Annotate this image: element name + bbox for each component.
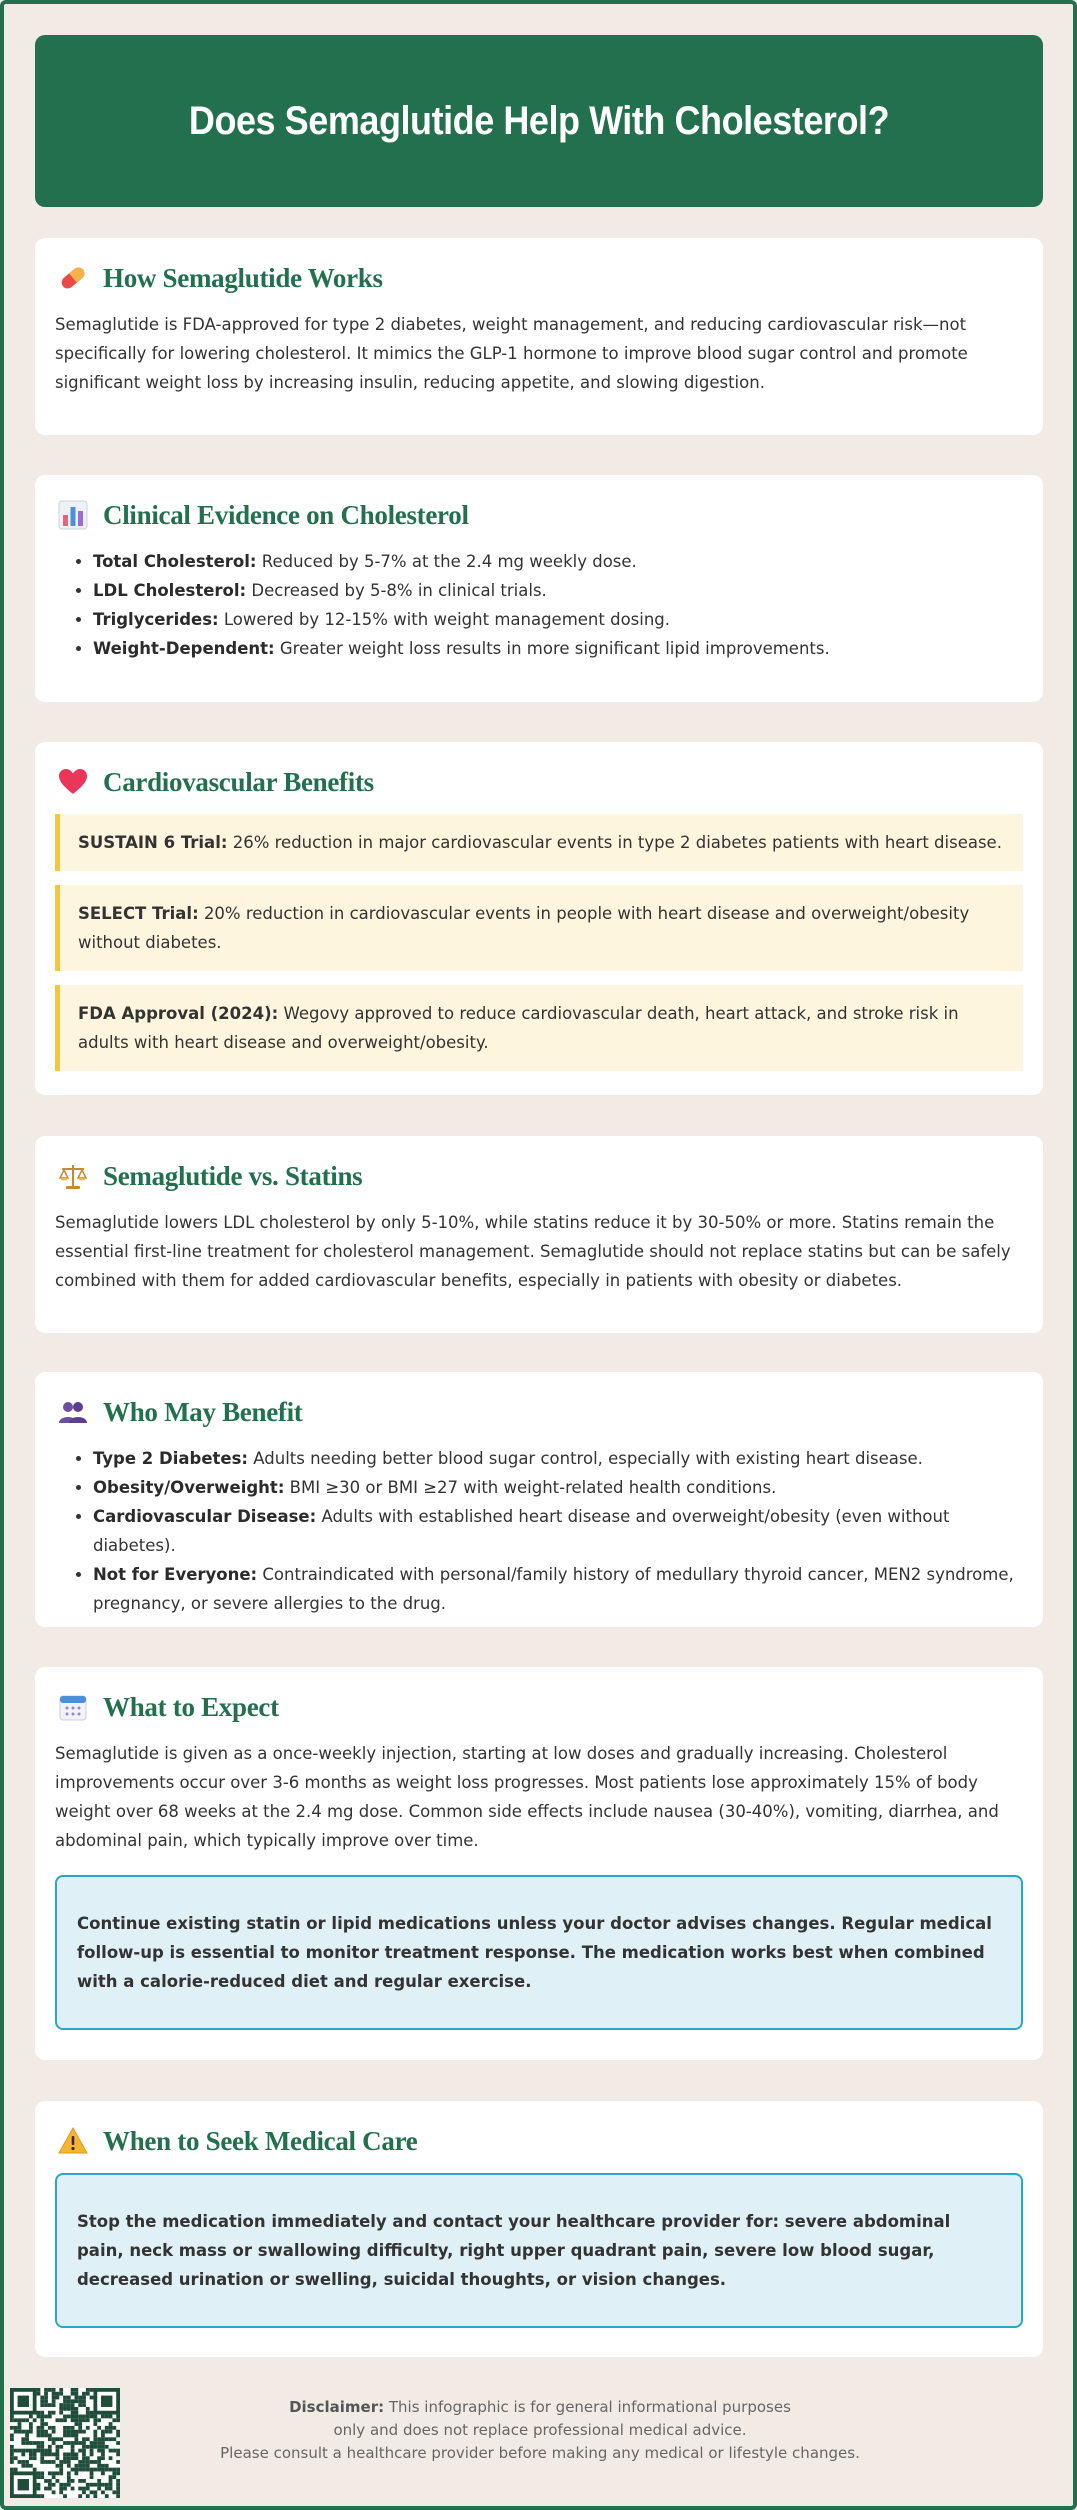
evidence-list bbox=[93, 547, 1023, 663]
calendar-icon bbox=[55, 1689, 91, 1725]
section-heading: What to Expect bbox=[103, 1691, 279, 1722]
section-heading: When to Seek Medical Care bbox=[103, 2125, 418, 2156]
card-what-to-expect bbox=[35, 1667, 1043, 2060]
list-item: • Cardiovascular Disease: Adults with established heart disease and overweight/obesity (even without diabetes). bbox=[93, 1502, 1023, 1560]
section-heading: Cardiovascular Benefits bbox=[103, 766, 374, 797]
pill-icon bbox=[55, 260, 91, 296]
warning-icon bbox=[55, 2123, 91, 2159]
list-item: • LDL Cholesterol: Decreased by 5-8% in clinical trials. bbox=[93, 576, 1023, 605]
list-item: • Weight-Dependent: Greater weight loss results in more significant lipid improvements. bbox=[93, 634, 1023, 663]
section-body: Semaglutide is FDA-approved for type 2 diabetes, weight management, and reducing cardiovascular risk—not specifically for lowering cholesterol. It mimics the GLP-1 hormone to improve blood sugar control and promote significant weight loss by increasing insulin, reducing appetite, and slowing digestion. bbox=[55, 315, 968, 392]
callout-fda-approval: FDA Approval (2024): Wegovy approved to reduce cardiovascular death, heart attack, and stroke risk in adults with heart disease and overweight/obesity. bbox=[55, 985, 1023, 1071]
title-banner bbox=[35, 35, 1043, 207]
section-heading: Who May Benefit bbox=[103, 1396, 303, 1427]
qr-code bbox=[10, 2388, 120, 2498]
balance-scale-icon bbox=[55, 1158, 91, 1194]
section-heading: Semaglutide vs. Statins bbox=[103, 1160, 363, 1191]
people-icon bbox=[55, 1394, 91, 1430]
bar-chart-icon bbox=[55, 497, 91, 533]
card-vs-statins bbox=[35, 1136, 1043, 1333]
list-item: • Type 2 Diabetes: Adults needing better blood sugar control, especially with existing heart disease. bbox=[93, 1444, 1023, 1473]
section-body: Semaglutide lowers LDL cholesterol by only 5-10%, while statins reduce it by 30-50% or more. Statins remain the essential first-line treatment for cholesterol management. Semaglutide should not replace statins but can be safely combined with them for added cardiovascular benefits, especially in patients with obesity or diabetes. bbox=[55, 1213, 1011, 1290]
card-clinical-evidence bbox=[35, 475, 1043, 702]
disclaimer: Disclaimer: This infographic is for general informational purposes only and does not replace professional medical advice. Please consult a healthcare provider before making any medical or lifestyle changes. bbox=[220, 2398, 860, 2462]
list-item: • Obesity/Overweight: BMI ≥30 or BMI ≥27 with weight-related health conditions. bbox=[93, 1473, 1023, 1502]
callout-sustain6: SUSTAIN 6 Trial: 26% reduction in major cardiovascular events in type 2 diabetes patients with heart disease. bbox=[55, 814, 1023, 871]
advice-note: Continue existing statin or lipid medications unless your doctor advises changes. Regular medical follow-up is essential to monitor treatment response. The medication works best when combined with a calorie-reduced diet and regular exercise. bbox=[55, 1875, 1023, 2030]
card-how-it-works bbox=[35, 238, 1043, 435]
warning-note: Stop the medication immediately and contact your healthcare provider for: severe abdominal pain, neck mass or swallowing difficulty, right upper quadrant pain, severe low blood sugar, decreased urination or swelling, suicidal thoughts, or vision changes. bbox=[55, 2173, 1023, 2328]
disclaimer-label: Disclaimer: bbox=[289, 2398, 385, 2416]
section-body: Semaglutide is given as a once-weekly injection, starting at low doses and gradually increasing. Cholesterol improvements occur over 3-6 months as weight loss progresses. Most patients lose approximately 15% of body weight over 68 weeks at the 2.4 mg dose. Common side effects include nausea (30-40%), vomiting, diarrhea, and abdominal pain, which typically improve over time. bbox=[55, 1744, 999, 1850]
list-item: • Not for Everyone: Contraindicated with personal/family history of medullary thyroid cancer, MEN2 syndrome, pregnancy, or severe allergies to the drug. bbox=[93, 1560, 1023, 1618]
heart-icon bbox=[55, 764, 91, 800]
list-item: • Total Cholesterol: Reduced by 5-7% at the 2.4 mg weekly dose. bbox=[93, 547, 1023, 576]
card-cardiovascular-benefits bbox=[35, 742, 1043, 1095]
callout-select: SELECT Trial: 20% reduction in cardiovascular events in people with heart disease and overweight/obesity without diabetes. bbox=[55, 885, 1023, 971]
section-heading: How Semaglutide Works bbox=[103, 262, 383, 293]
footer bbox=[0, 2382, 1077, 2510]
page-title: Does Semaglutide Help With Cholesterol? bbox=[188, 98, 890, 143]
card-who-may-benefit bbox=[35, 1372, 1043, 1627]
section-heading: Clinical Evidence on Cholesterol bbox=[103, 499, 469, 530]
list-item: • Triglycerides: Lowered by 12-15% with weight management dosing. bbox=[93, 605, 1023, 634]
card-seek-medical-care bbox=[35, 2101, 1043, 2357]
benefit-list bbox=[93, 1444, 1023, 1618]
